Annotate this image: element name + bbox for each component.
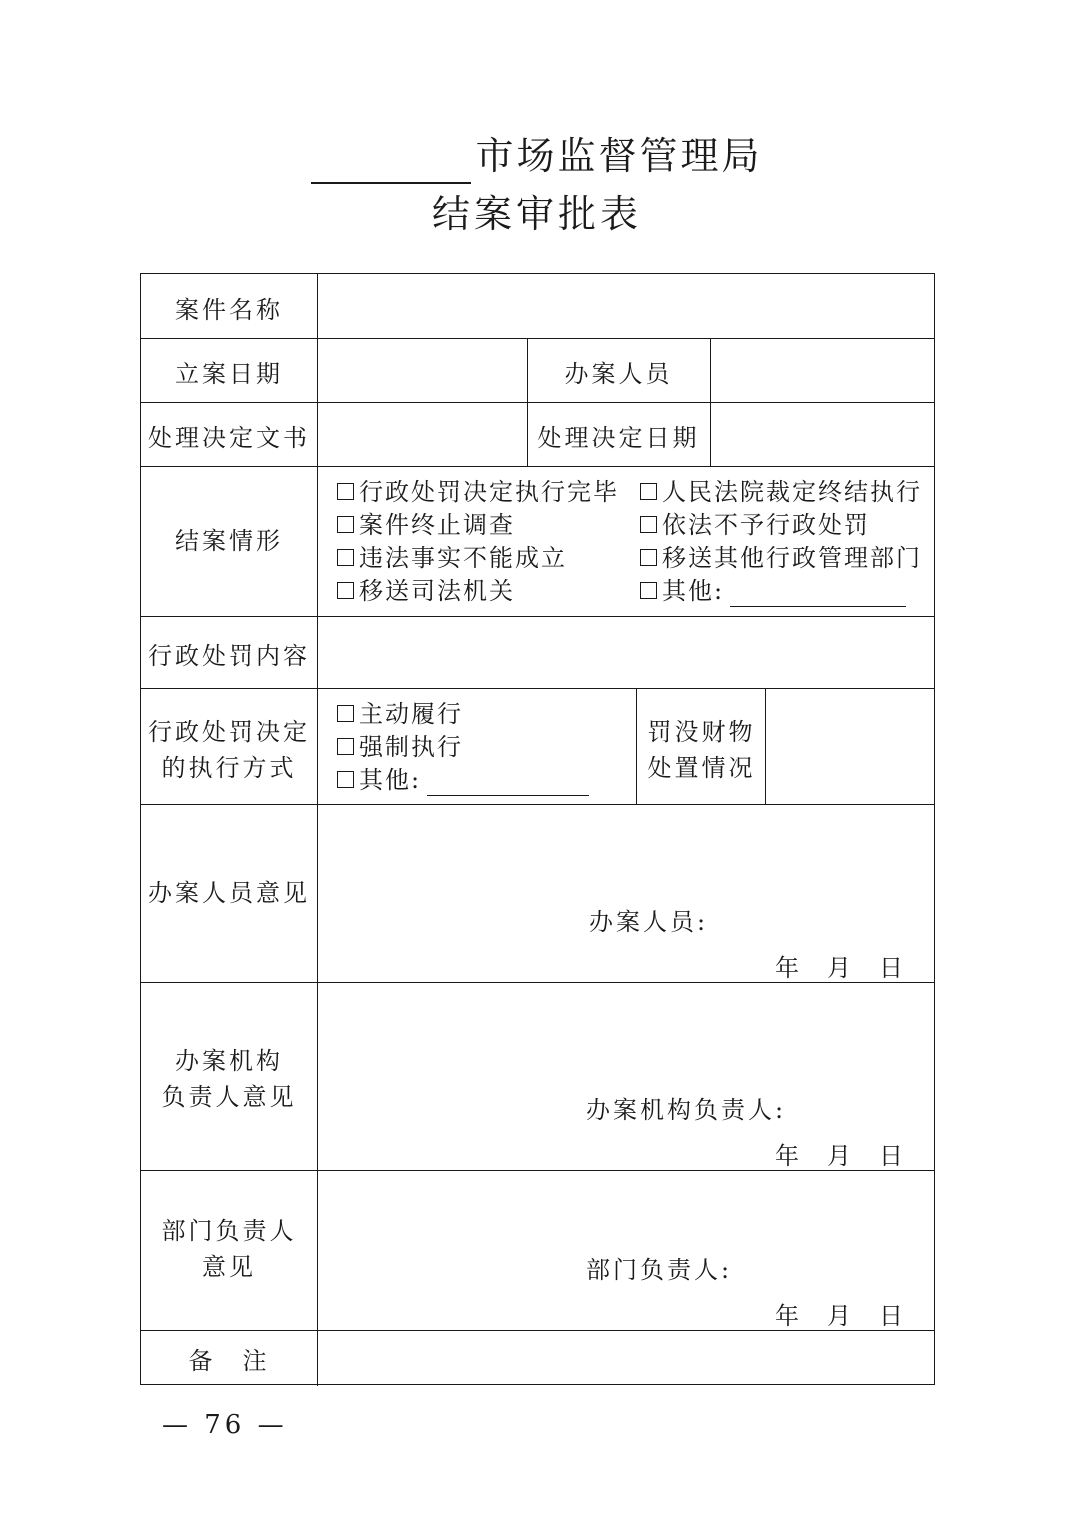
- column-divider: [765, 688, 766, 804]
- checkbox[interactable]: [337, 516, 354, 533]
- org-opinion-field[interactable]: [319, 982, 934, 1092]
- closing-option[interactable]: 依法不予行政处罚: [640, 509, 870, 541]
- decision-doc-field[interactable]: [319, 402, 527, 466]
- confiscated-property-label: 罚没财物 处置情况: [647, 718, 756, 782]
- closing-option[interactable]: 人民法院裁定终结执行: [640, 476, 922, 508]
- checkbox[interactable]: [640, 582, 657, 599]
- dept-opinion-field[interactable]: [319, 1170, 934, 1250]
- agency-suffix: 市场监督管理局: [475, 134, 763, 178]
- closing-option[interactable]: 移送其他行政管理部门: [640, 542, 922, 574]
- other-method-blank[interactable]: [427, 771, 589, 796]
- checkbox[interactable]: [337, 582, 354, 599]
- penalty-content-field[interactable]: [319, 616, 934, 688]
- other-reason-blank[interactable]: [730, 582, 906, 607]
- execution-option[interactable]: 主动履行: [337, 698, 463, 730]
- execution-method-label: 行政处罚决定 的执行方式: [148, 718, 310, 782]
- filing-date-field[interactable]: [319, 338, 527, 402]
- approval-form-table: [140, 273, 935, 1385]
- filing-date-label: 立案日期: [175, 360, 283, 388]
- checkbox[interactable]: [640, 483, 657, 500]
- decision-date-label: 处理决定日期: [537, 424, 700, 452]
- checkbox[interactable]: [640, 549, 657, 566]
- checkbox[interactable]: [337, 705, 354, 722]
- closing-option[interactable]: 案件终止调查: [337, 509, 515, 541]
- execution-option[interactable]: 强制执行: [337, 731, 463, 763]
- remarks-label: 备 注: [188, 1347, 270, 1375]
- page-title: 结案审批表: [431, 192, 642, 236]
- page-number: — 76 —: [162, 1410, 288, 1440]
- closing-option[interactable]: 移送司法机关: [337, 575, 515, 607]
- org-head-signature-label: 办案机构负责人:: [586, 1096, 787, 1124]
- execution-option-other[interactable]: 其他:: [337, 764, 589, 796]
- checkbox[interactable]: [337, 483, 354, 500]
- handler-field[interactable]: [712, 338, 934, 402]
- org-opinion-label: 办案机构 负责人意见: [161, 1047, 297, 1111]
- closing-option[interactable]: 违法事实不能成立: [337, 542, 567, 574]
- decision-doc-label: 处理决定文书: [148, 424, 310, 452]
- handler-opinion-field[interactable]: [319, 804, 934, 914]
- confiscated-property-field[interactable]: [767, 688, 934, 804]
- decision-date-field[interactable]: [712, 402, 934, 466]
- column-divider: [636, 688, 637, 804]
- handler-date[interactable]: 年 月 日: [775, 954, 903, 982]
- column-divider: [710, 338, 711, 466]
- closing-situation-label: 结案情形: [175, 527, 283, 555]
- checkbox[interactable]: [337, 738, 354, 755]
- dept-head-date[interactable]: 年 月 日: [775, 1302, 903, 1330]
- org-head-date[interactable]: 年 月 日: [775, 1142, 903, 1170]
- closing-option[interactable]: 行政处罚决定执行完毕: [337, 476, 619, 508]
- case-name-label: 案件名称: [175, 296, 283, 324]
- checkbox[interactable]: [337, 771, 354, 788]
- case-name-field[interactable]: [319, 274, 934, 338]
- page-title-line1: [0, 128, 1074, 184]
- checkbox[interactable]: [337, 549, 354, 566]
- agency-name-blank[interactable]: [311, 138, 471, 184]
- handler-signature-label: 办案人员:: [589, 908, 709, 936]
- remarks-field[interactable]: [319, 1330, 934, 1384]
- handler-label: 办案人员: [564, 360, 673, 388]
- handler-opinion-label: 办案人员意见: [148, 879, 310, 907]
- label-column-divider: [317, 274, 318, 1386]
- dept-head-signature-label: 部门负责人:: [586, 1256, 733, 1284]
- checkbox[interactable]: [640, 516, 657, 533]
- dept-opinion-label: 部门负责人 意见: [161, 1217, 297, 1281]
- closing-option-other[interactable]: 其他:: [640, 575, 906, 607]
- penalty-content-label: 行政处罚内容: [148, 642, 310, 670]
